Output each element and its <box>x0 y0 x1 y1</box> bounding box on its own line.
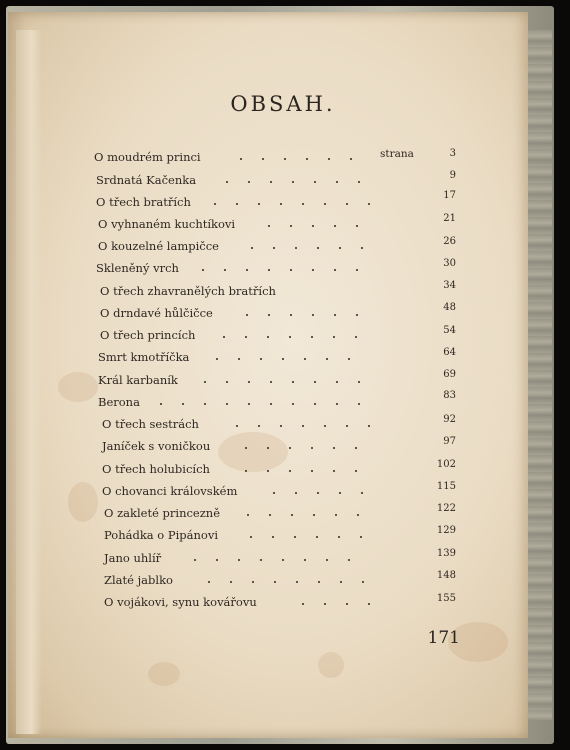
toc-entry-page: 21 <box>443 213 456 224</box>
toc-leader-dots <box>240 536 370 538</box>
toc-entry-title: O třech holubicích <box>102 462 210 476</box>
toc-leader-dots <box>204 203 370 205</box>
toc-leader-dots <box>216 181 365 183</box>
toc-leader-dots <box>198 581 370 583</box>
stain <box>218 432 288 472</box>
toc-entry-title: O třech princích <box>100 328 196 342</box>
toc-entry-page: 64 <box>443 347 456 358</box>
toc-leader-dots <box>206 358 370 360</box>
toc-leader-dots <box>184 559 370 561</box>
toc-entry-title: Skleněný vrch <box>96 261 179 275</box>
toc-entry-page: 102 <box>436 459 456 470</box>
toc-entry-page: 69 <box>443 369 456 380</box>
stain <box>318 652 344 678</box>
page-column-label: strana <box>380 148 414 160</box>
toc-leader-dots <box>292 603 370 605</box>
toc-entry-title: Zlaté jablko <box>104 573 173 587</box>
toc-heading: OBSAH. <box>230 92 336 116</box>
toc-leader-dots <box>192 269 370 271</box>
toc-entry-title: Janíček s voničkou <box>102 439 211 453</box>
toc-entry-page: 97 <box>443 436 456 447</box>
toc-leader-dots <box>263 492 370 494</box>
page-number: 171 <box>427 628 460 648</box>
toc-entry-page: 139 <box>436 548 456 559</box>
toc-leader-dots <box>236 314 370 316</box>
stain <box>148 662 180 686</box>
toc-entry-page: 83 <box>443 390 456 401</box>
toc-entry-page: 48 <box>443 302 456 313</box>
toc-entry-page: 9 <box>449 170 456 181</box>
toc-entry-title: O třech zhavranělých bratřích <box>100 284 276 298</box>
toc-entry-page: 30 <box>443 258 456 269</box>
toc-entry-title: O vyhnaném kuchtíkovi <box>98 217 236 231</box>
toc-entry-title: Král karbaník <box>98 373 178 387</box>
toc-entry-title: Berona <box>98 395 140 409</box>
toc-entry-title: O moudrém princi <box>94 150 201 164</box>
toc-entry-page: 122 <box>436 503 456 514</box>
toc-leader-dots <box>213 336 370 338</box>
stain <box>68 482 98 522</box>
toc-entry-page: 54 <box>443 325 456 336</box>
toc-entry-page: 92 <box>443 414 456 425</box>
toc-entry-page: 3 <box>449 148 456 159</box>
toc-entry-page: 34 <box>443 280 456 291</box>
toc-entry-title: Srdnatá Kačenka <box>96 173 197 187</box>
page-gutter <box>16 30 42 734</box>
toc-entry-title: O třech sestrách <box>102 417 199 431</box>
toc-entry-page: 148 <box>436 570 456 581</box>
toc-leader-dots <box>237 514 370 516</box>
toc-leader-dots <box>241 247 370 249</box>
toc-entry-page: 155 <box>436 593 456 604</box>
toc-entry-page: 129 <box>436 525 456 536</box>
toc-entry-page: 115 <box>436 481 456 492</box>
toc-leader-dots <box>286 292 290 294</box>
toc-leader-dots <box>194 381 370 383</box>
toc-entry-title: O třech bratřích <box>96 195 191 209</box>
toc-entry-title: Jano uhlíř <box>104 551 162 565</box>
toc-entry-title: Smrt kmotříčka <box>98 350 190 364</box>
toc-entry-title: O vojákovi, synu kovářovu <box>104 595 257 609</box>
cover-edge <box>528 30 552 720</box>
toc-entry-title: Pohádka o Pipánovi <box>104 528 219 542</box>
toc-leader-dots <box>150 403 370 405</box>
toc-leader-dots <box>235 447 370 449</box>
toc-entry-title: O drndavé hůlčičce <box>100 306 213 320</box>
toc-entry-title: O kouzelné lampičce <box>98 239 219 253</box>
toc-entry-title: O chovanci královském <box>102 484 238 498</box>
toc-leader-dots <box>235 470 370 472</box>
toc-entry-page: 17 <box>443 190 456 201</box>
toc-entry-page: 26 <box>443 236 456 247</box>
toc-leader-dots <box>230 158 370 160</box>
toc-leader-dots <box>258 225 370 227</box>
toc-entry-title: O zakleté princezně <box>104 506 220 520</box>
stain <box>58 372 98 402</box>
toc-leader-dots <box>226 425 370 427</box>
